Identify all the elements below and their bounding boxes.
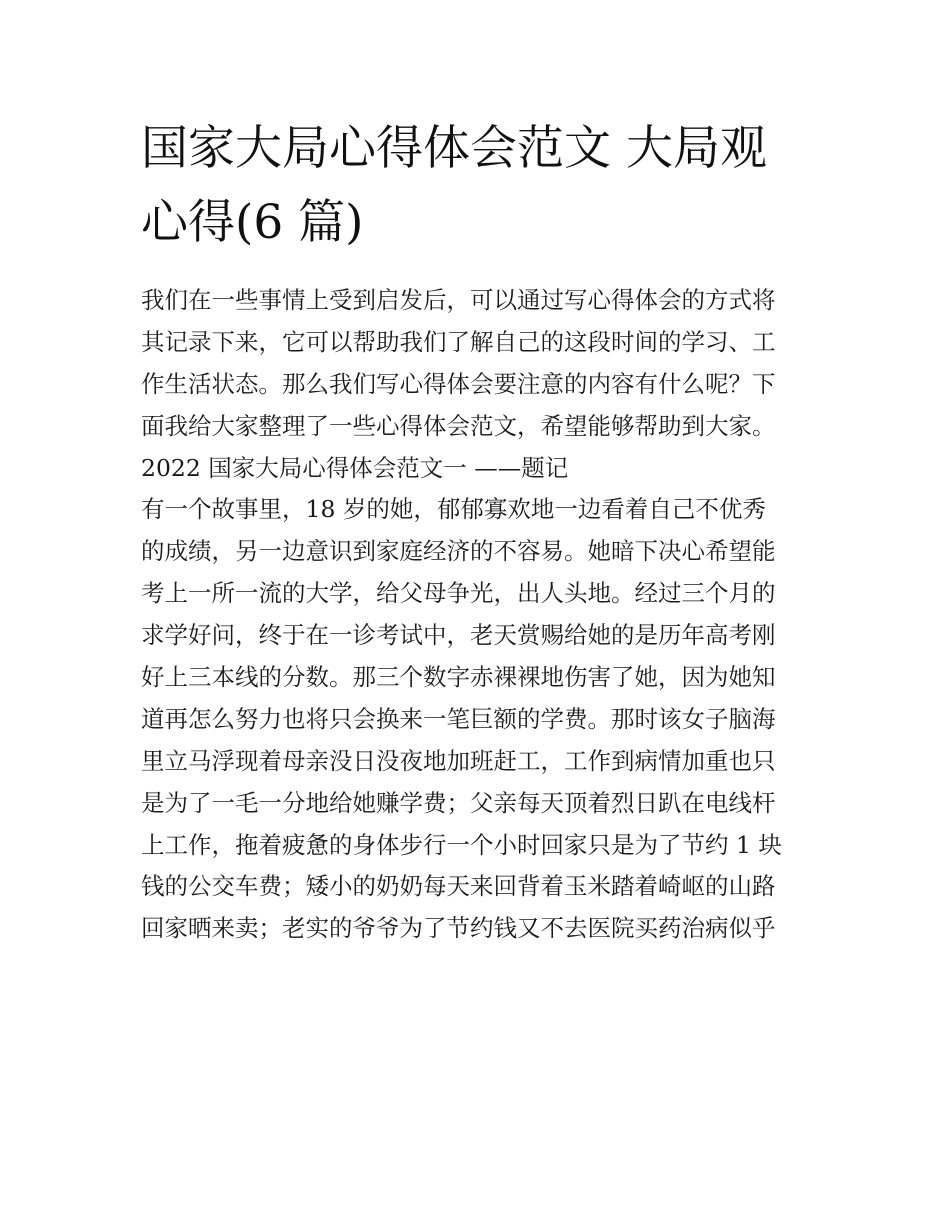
paragraph-line: 是为了一毛一分地给她赚学费；父亲每天顶着烈日趴在电线杆 (141, 788, 776, 817)
paragraph-line: 钱的公交车费；矮小的奶奶每天来回背着玉米踏着崎岖的山路 (141, 872, 776, 901)
paragraph-line: 上工作，拖着疲惫的身体步行一个小时回家只是为了节约 1 块 (141, 830, 782, 859)
section-heading: 2022 国家大局心得体会范文一 ——题记 (141, 453, 569, 482)
intro-line: 作生活状态。那么我们写心得体会要注意的内容有什么呢？下 (141, 369, 776, 398)
document-title (141, 112, 821, 260)
paragraph-line: 里立马浮现着母亲没日没夜地加班赶工，工作到病情加重也只 (141, 746, 776, 775)
paragraph-line: 有一个故事里，18 岁的她，郁郁寡欢地一边看着自己不优秀 (141, 495, 766, 524)
paragraph-line: 道再怎么努力也将只会换来一笔巨额的学费。那时该女子脑海 (141, 704, 776, 733)
intro-line: 面我给大家整理了一些心得体会范文，希望能够帮助到大家。 (141, 411, 776, 440)
document-body (141, 280, 821, 950)
paragraph-line: 的成绩，另一边意识到家庭经济的不容易。她暗下决心希望能 (141, 537, 776, 566)
title-line: 国家大局心得体会范文 大局观 (141, 121, 767, 176)
paragraph-line: 求学好问，终于在一诊考试中，老天赏赐给她的是历年高考刚 (141, 621, 776, 650)
title-line: 心得(6 篇) (141, 195, 364, 250)
paragraph-line: 回家晒来卖；老实的爷爷为了节约钱又不去医院买药治病似乎 (141, 914, 776, 943)
intro-line: 其记录下来，它可以帮助我们了解自己的这段时间的学习、工 (141, 327, 776, 356)
paragraph-line: 好上三本线的分数。那三个数字赤裸裸地伤害了她，因为她知 (141, 663, 776, 692)
intro-line: 我们在一些事情上受到启发后，可以通过写心得体会的方式将 (141, 286, 776, 314)
paragraph-line: 考上一所一流的大学，给父母争光，出人头地。经过三个月的 (141, 579, 776, 608)
